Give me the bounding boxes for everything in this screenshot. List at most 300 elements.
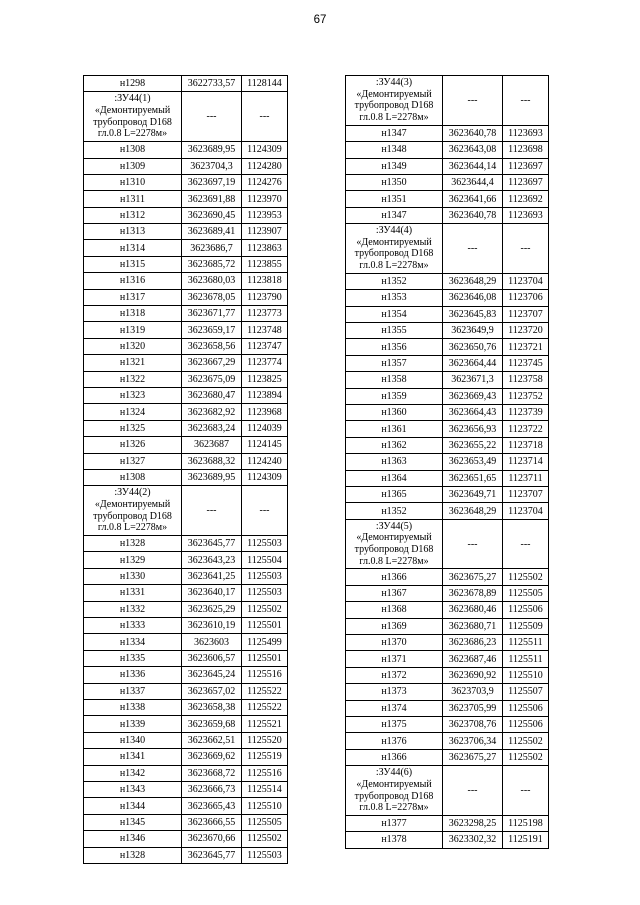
- point-id-cell: н1332: [84, 601, 182, 617]
- y-coordinate-cell: 1125519: [242, 749, 288, 765]
- point-id-cell: н1337: [84, 683, 182, 699]
- point-id-cell: н1362: [346, 437, 443, 453]
- x-coordinate-cell: 3623688,32: [182, 453, 242, 469]
- x-coordinate-cell: 3623665,43: [182, 798, 242, 814]
- x-coordinate-cell: 3623690,92: [443, 667, 503, 683]
- y-coordinate-cell: 1123693: [503, 207, 549, 223]
- x-coordinate-cell: 3623685,72: [182, 256, 242, 272]
- section-header-row: [346, 766, 549, 816]
- x-coordinate-cell: 3623645,83: [443, 306, 503, 322]
- point-id-cell: н1323: [84, 388, 182, 404]
- table-row: [346, 618, 549, 634]
- point-id-cell: н1347: [346, 207, 443, 223]
- point-id-cell: н1327: [84, 453, 182, 469]
- point-id-cell: н1313: [84, 224, 182, 240]
- y-coordinate-cell: ---: [503, 766, 549, 816]
- y-coordinate-cell: 1125198: [503, 815, 549, 831]
- y-coordinate-cell: 1123720: [503, 323, 549, 339]
- x-coordinate-cell: 3623703,9: [443, 684, 503, 700]
- x-coordinate-cell: 3623640,78: [443, 207, 503, 223]
- y-coordinate-cell: 1123693: [503, 125, 549, 141]
- table-row: [346, 684, 549, 700]
- point-id-cell: н1333: [84, 618, 182, 634]
- y-coordinate-cell: 1123704: [503, 503, 549, 519]
- table-row: [346, 454, 549, 470]
- table-row: [346, 486, 549, 502]
- point-id-cell: н1345: [84, 814, 182, 830]
- y-coordinate-cell: 1125514: [242, 781, 288, 797]
- table-row: [346, 290, 549, 306]
- table-row: [346, 174, 549, 190]
- table-row: [84, 618, 288, 634]
- y-coordinate-cell: 1123745: [503, 355, 549, 371]
- table-row: [84, 224, 288, 240]
- x-coordinate-cell: 3623669,43: [443, 388, 503, 404]
- x-coordinate-cell: 3623640,78: [443, 125, 503, 141]
- y-coordinate-cell: 1123774: [242, 355, 288, 371]
- section-title-cell: :ЗУ44(2) «Демонтируемый трубопровод D168 гл.0.8 L=2278м»: [84, 486, 182, 536]
- x-coordinate-cell: 3623644,4: [443, 174, 503, 190]
- x-coordinate-cell: 3623645,24: [182, 667, 242, 683]
- point-id-cell: н1316: [84, 273, 182, 289]
- x-coordinate-cell: 3623643,23: [182, 552, 242, 568]
- table-row: [84, 207, 288, 223]
- point-id-cell: н1325: [84, 420, 182, 436]
- table-row: [84, 355, 288, 371]
- point-id-cell: н1360: [346, 404, 443, 420]
- point-id-cell: н1366: [346, 749, 443, 765]
- point-id-cell: н1330: [84, 568, 182, 584]
- point-id-cell: н1338: [84, 700, 182, 716]
- point-id-cell: н1364: [346, 470, 443, 486]
- x-coordinate-cell: 3623669,62: [182, 749, 242, 765]
- point-id-cell: н1347: [346, 125, 443, 141]
- y-coordinate-cell: 1123748: [242, 322, 288, 338]
- point-id-cell: н1369: [346, 618, 443, 634]
- table-row: [84, 306, 288, 322]
- x-coordinate-cell: 3623697,19: [182, 174, 242, 190]
- point-id-cell: н1348: [346, 142, 443, 158]
- table-row: [84, 142, 288, 158]
- y-coordinate-cell: 1123825: [242, 371, 288, 387]
- y-coordinate-cell: 1124309: [242, 469, 288, 485]
- point-id-cell: н1329: [84, 552, 182, 568]
- table-row: [84, 634, 288, 650]
- x-coordinate-cell: 3623668,72: [182, 765, 242, 781]
- x-coordinate-cell: 3623648,29: [443, 273, 503, 289]
- table-row: [346, 355, 549, 371]
- point-id-cell: н1361: [346, 421, 443, 437]
- y-coordinate-cell: 1123953: [242, 207, 288, 223]
- point-id-cell: н1328: [84, 536, 182, 552]
- y-coordinate-cell: 1125506: [503, 716, 549, 732]
- x-coordinate-cell: 3623683,24: [182, 420, 242, 436]
- y-coordinate-cell: 1125507: [503, 684, 549, 700]
- y-coordinate-cell: 1123752: [503, 388, 549, 404]
- section-title-cell: :ЗУ44(1) «Демонтируемый трубопровод D168 гл.0.8 L=2278м»: [84, 92, 182, 142]
- y-coordinate-cell: 1124240: [242, 453, 288, 469]
- table-row: [84, 552, 288, 568]
- y-coordinate-cell: 1123706: [503, 290, 549, 306]
- y-coordinate-cell: 1125191: [503, 832, 549, 848]
- table-row: [84, 831, 288, 847]
- table-row: [84, 568, 288, 584]
- table-row: [84, 322, 288, 338]
- section-header-row: [84, 486, 288, 536]
- table-row: [346, 125, 549, 141]
- point-id-cell: н1336: [84, 667, 182, 683]
- page-number: 67: [313, 14, 327, 26]
- section-header-row: [346, 224, 549, 274]
- table-row: [84, 781, 288, 797]
- table-row: [84, 683, 288, 699]
- x-coordinate-cell: 3623680,47: [182, 388, 242, 404]
- point-id-cell: н1326: [84, 437, 182, 453]
- y-coordinate-cell: 1123697: [503, 174, 549, 190]
- table-row: [346, 339, 549, 355]
- y-coordinate-cell: 1123863: [242, 240, 288, 256]
- point-id-cell: н1358: [346, 372, 443, 388]
- x-coordinate-cell: 3623689,95: [182, 469, 242, 485]
- x-coordinate-cell: 3623678,05: [182, 289, 242, 305]
- y-coordinate-cell: ---: [503, 76, 549, 126]
- x-coordinate-cell: 3623641,66: [443, 191, 503, 207]
- table-row: [84, 536, 288, 552]
- point-id-cell: н1346: [84, 831, 182, 847]
- point-id-cell: н1315: [84, 256, 182, 272]
- y-coordinate-cell: 1123968: [242, 404, 288, 420]
- table-row: [84, 158, 288, 174]
- table-row: [84, 273, 288, 289]
- x-coordinate-cell: 3623664,44: [443, 355, 503, 371]
- section-header-row: [346, 519, 549, 569]
- y-coordinate-cell: 1125501: [242, 618, 288, 634]
- table-row: [346, 207, 549, 223]
- y-coordinate-cell: ---: [242, 486, 288, 536]
- x-coordinate-cell: 3623687,46: [443, 651, 503, 667]
- y-coordinate-cell: ---: [242, 92, 288, 142]
- table-row: [346, 832, 549, 848]
- point-id-cell: н1298: [84, 76, 182, 92]
- point-id-cell: н1352: [346, 503, 443, 519]
- y-coordinate-cell: 1125521: [242, 716, 288, 732]
- x-coordinate-cell: 3623606,57: [182, 650, 242, 666]
- y-coordinate-cell: 1125522: [242, 700, 288, 716]
- table-row: [84, 437, 288, 453]
- x-coordinate-cell: 3623650,76: [443, 339, 503, 355]
- table-row: [346, 569, 549, 585]
- table-row: [84, 667, 288, 683]
- y-coordinate-cell: 1125503: [242, 568, 288, 584]
- section-title-cell: :ЗУ44(6) «Демонтируемый трубопровод D168 гл.0.8 L=2278м»: [346, 766, 443, 816]
- table-row: [346, 815, 549, 831]
- x-coordinate-cell: 3623649,71: [443, 486, 503, 502]
- table-row: [346, 503, 549, 519]
- table-row: [346, 191, 549, 207]
- x-coordinate-cell: 3623689,41: [182, 224, 242, 240]
- table-row: [346, 470, 549, 486]
- table-row: [84, 174, 288, 190]
- y-coordinate-cell: 1125502: [242, 831, 288, 847]
- table-row: [346, 635, 549, 651]
- y-coordinate-cell: 1123707: [503, 306, 549, 322]
- table-row: [346, 716, 549, 732]
- table-row: [346, 306, 549, 322]
- x-coordinate-cell: 3623704,3: [182, 158, 242, 174]
- coordinates-table-right: [345, 75, 549, 849]
- x-coordinate-cell: 3623680,46: [443, 602, 503, 618]
- y-coordinate-cell: 1123697: [503, 158, 549, 174]
- x-coordinate-cell: 3623659,68: [182, 716, 242, 732]
- table-row: [84, 749, 288, 765]
- x-coordinate-cell: 3623675,27: [443, 749, 503, 765]
- y-coordinate-cell: 1123818: [242, 273, 288, 289]
- point-id-cell: н1356: [346, 339, 443, 355]
- point-id-cell: н1319: [84, 322, 182, 338]
- y-coordinate-cell: 1125505: [503, 585, 549, 601]
- y-coordinate-cell: 1125503: [242, 536, 288, 552]
- y-coordinate-cell: 1125502: [242, 601, 288, 617]
- point-id-cell: н1308: [84, 142, 182, 158]
- y-coordinate-cell: 1123711: [503, 470, 549, 486]
- x-coordinate-cell: 3623658,38: [182, 700, 242, 716]
- y-coordinate-cell: 1124276: [242, 174, 288, 190]
- table-row: [346, 585, 549, 601]
- point-id-cell: н1352: [346, 273, 443, 289]
- point-id-cell: н1371: [346, 651, 443, 667]
- section-title-cell: :ЗУ44(5) «Демонтируемый трубопровод D168 гл.0.8 L=2278м»: [346, 519, 443, 569]
- x-coordinate-cell: 3623640,17: [182, 585, 242, 601]
- x-coordinate-cell: 3622733,57: [182, 76, 242, 92]
- table-row: [346, 667, 549, 683]
- x-coordinate-cell: 3623664,43: [443, 404, 503, 420]
- x-coordinate-cell: 3623705,99: [443, 700, 503, 716]
- x-coordinate-cell: 3623641,25: [182, 568, 242, 584]
- table-row: [84, 388, 288, 404]
- x-coordinate-cell: 3623625,29: [182, 601, 242, 617]
- y-coordinate-cell: 1123698: [503, 142, 549, 158]
- x-coordinate-cell: 3623657,02: [182, 683, 242, 699]
- x-coordinate-cell: 3623706,34: [443, 733, 503, 749]
- x-coordinate-cell: 3623648,29: [443, 503, 503, 519]
- point-id-cell: н1372: [346, 667, 443, 683]
- y-coordinate-cell: 1125503: [242, 847, 288, 863]
- point-id-cell: н1334: [84, 634, 182, 650]
- point-id-cell: н1309: [84, 158, 182, 174]
- point-id-cell: н1341: [84, 749, 182, 765]
- table-row: [84, 700, 288, 716]
- y-coordinate-cell: 1124309: [242, 142, 288, 158]
- table-row: [84, 585, 288, 601]
- x-coordinate-cell: 3623686,7: [182, 240, 242, 256]
- x-coordinate-cell: 3623678,89: [443, 585, 503, 601]
- table-row: [84, 289, 288, 305]
- y-coordinate-cell: 1125516: [242, 667, 288, 683]
- point-id-cell: н1310: [84, 174, 182, 190]
- y-coordinate-cell: 1123704: [503, 273, 549, 289]
- table-row: [346, 602, 549, 618]
- table-row: [346, 437, 549, 453]
- y-coordinate-cell: 1124039: [242, 420, 288, 436]
- x-coordinate-cell: 3623675,27: [443, 569, 503, 585]
- point-id-cell: н1322: [84, 371, 182, 387]
- point-id-cell: н1339: [84, 716, 182, 732]
- y-coordinate-cell: 1125510: [503, 667, 549, 683]
- y-coordinate-cell: 1123790: [242, 289, 288, 305]
- point-id-cell: н1370: [346, 635, 443, 651]
- point-id-cell: н1366: [346, 569, 443, 585]
- y-coordinate-cell: 1125511: [503, 635, 549, 651]
- point-id-cell: н1378: [346, 832, 443, 848]
- y-coordinate-cell: 1125502: [503, 749, 549, 765]
- x-coordinate-cell: 3623671,77: [182, 306, 242, 322]
- coordinates-table-left: [83, 75, 288, 864]
- table-row: [84, 847, 288, 863]
- x-coordinate-cell: ---: [182, 92, 242, 142]
- table-row: [84, 256, 288, 272]
- x-coordinate-cell: 3623666,55: [182, 814, 242, 830]
- point-id-cell: н1312: [84, 207, 182, 223]
- y-coordinate-cell: 1125509: [503, 618, 549, 634]
- point-id-cell: н1311: [84, 191, 182, 207]
- table-row: [84, 814, 288, 830]
- x-coordinate-cell: 3623645,77: [182, 536, 242, 552]
- x-coordinate-cell: ---: [443, 519, 503, 569]
- y-coordinate-cell: 1125504: [242, 552, 288, 568]
- y-coordinate-cell: 1123747: [242, 338, 288, 354]
- y-coordinate-cell: 1123692: [503, 191, 549, 207]
- point-id-cell: н1365: [346, 486, 443, 502]
- x-coordinate-cell: 3623708,76: [443, 716, 503, 732]
- y-coordinate-cell: 1125505: [242, 814, 288, 830]
- x-coordinate-cell: 3623643,08: [443, 142, 503, 158]
- point-id-cell: н1357: [346, 355, 443, 371]
- x-coordinate-cell: 3623610,19: [182, 618, 242, 634]
- point-id-cell: н1343: [84, 781, 182, 797]
- table-row: [84, 420, 288, 436]
- x-coordinate-cell: 3623656,93: [443, 421, 503, 437]
- section-header-row: [346, 76, 549, 126]
- section-title-cell: :ЗУ44(3) «Демонтируемый трубопровод D168 гл.0.8 L=2278м»: [346, 76, 443, 126]
- y-coordinate-cell: 1123773: [242, 306, 288, 322]
- table-row: [84, 404, 288, 420]
- table-row: [84, 732, 288, 748]
- point-id-cell: н1367: [346, 585, 443, 601]
- point-id-cell: н1353: [346, 290, 443, 306]
- x-coordinate-cell: 3623644,14: [443, 158, 503, 174]
- x-coordinate-cell: ---: [443, 766, 503, 816]
- table-row: [346, 372, 549, 388]
- x-coordinate-cell: 3623671,3: [443, 372, 503, 388]
- table-row: [346, 404, 549, 420]
- point-id-cell: н1350: [346, 174, 443, 190]
- y-coordinate-cell: 1125522: [242, 683, 288, 699]
- table-row: [346, 651, 549, 667]
- y-coordinate-cell: 1124145: [242, 437, 288, 453]
- point-id-cell: н1314: [84, 240, 182, 256]
- point-id-cell: н1317: [84, 289, 182, 305]
- x-coordinate-cell: 3623690,45: [182, 207, 242, 223]
- table-row: [84, 453, 288, 469]
- table-row: [84, 371, 288, 387]
- y-coordinate-cell: 1125510: [242, 798, 288, 814]
- x-coordinate-cell: 3623686,23: [443, 635, 503, 651]
- x-coordinate-cell: 3623667,29: [182, 355, 242, 371]
- point-id-cell: н1359: [346, 388, 443, 404]
- x-coordinate-cell: 3623645,77: [182, 847, 242, 863]
- table-row: [84, 650, 288, 666]
- point-id-cell: н1368: [346, 602, 443, 618]
- y-coordinate-cell: 1123855: [242, 256, 288, 272]
- table-row: [346, 733, 549, 749]
- point-id-cell: н1335: [84, 650, 182, 666]
- table-row: [346, 749, 549, 765]
- y-coordinate-cell: 1123714: [503, 454, 549, 470]
- table-row: [346, 388, 549, 404]
- y-coordinate-cell: 1123721: [503, 339, 549, 355]
- x-coordinate-cell: 3623675,09: [182, 371, 242, 387]
- y-coordinate-cell: 1123894: [242, 388, 288, 404]
- x-coordinate-cell: 3623658,56: [182, 338, 242, 354]
- y-coordinate-cell: 1123722: [503, 421, 549, 437]
- section-title-cell: :ЗУ44(4) «Демонтируемый трубопровод D168 гл.0.8 L=2278м»: [346, 224, 443, 274]
- point-id-cell: н1320: [84, 338, 182, 354]
- x-coordinate-cell: 3623691,88: [182, 191, 242, 207]
- x-coordinate-cell: 3623649,9: [443, 323, 503, 339]
- y-coordinate-cell: 1123739: [503, 404, 549, 420]
- x-coordinate-cell: 3623653,49: [443, 454, 503, 470]
- x-coordinate-cell: 3623670,66: [182, 831, 242, 847]
- x-coordinate-cell: 3623603: [182, 634, 242, 650]
- table-row: [84, 338, 288, 354]
- table-row: [346, 158, 549, 174]
- x-coordinate-cell: 3623662,51: [182, 732, 242, 748]
- y-coordinate-cell: 1123707: [503, 486, 549, 502]
- x-coordinate-cell: 3623655,22: [443, 437, 503, 453]
- y-coordinate-cell: 1125506: [503, 602, 549, 618]
- y-coordinate-cell: ---: [503, 224, 549, 274]
- table-row: [346, 273, 549, 289]
- y-coordinate-cell: 1125520: [242, 732, 288, 748]
- x-coordinate-cell: 3623680,71: [443, 618, 503, 634]
- point-id-cell: н1376: [346, 733, 443, 749]
- point-id-cell: н1355: [346, 323, 443, 339]
- section-header-row: [84, 92, 288, 142]
- x-coordinate-cell: 3623687: [182, 437, 242, 453]
- table-row: [84, 240, 288, 256]
- y-coordinate-cell: 1125499: [242, 634, 288, 650]
- table-row: [84, 765, 288, 781]
- point-id-cell: н1377: [346, 815, 443, 831]
- x-coordinate-cell: ---: [443, 76, 503, 126]
- x-coordinate-cell: ---: [443, 224, 503, 274]
- x-coordinate-cell: 3623682,92: [182, 404, 242, 420]
- y-coordinate-cell: 1124280: [242, 158, 288, 174]
- table-row: [84, 798, 288, 814]
- point-id-cell: н1354: [346, 306, 443, 322]
- y-coordinate-cell: 1125501: [242, 650, 288, 666]
- point-id-cell: н1340: [84, 732, 182, 748]
- y-coordinate-cell: 1128144: [242, 76, 288, 92]
- point-id-cell: н1308: [84, 469, 182, 485]
- y-coordinate-cell: 1123758: [503, 372, 549, 388]
- point-id-cell: н1321: [84, 355, 182, 371]
- point-id-cell: н1324: [84, 404, 182, 420]
- point-id-cell: н1342: [84, 765, 182, 781]
- x-coordinate-cell: 3623646,08: [443, 290, 503, 306]
- y-coordinate-cell: ---: [503, 519, 549, 569]
- y-coordinate-cell: 1125503: [242, 585, 288, 601]
